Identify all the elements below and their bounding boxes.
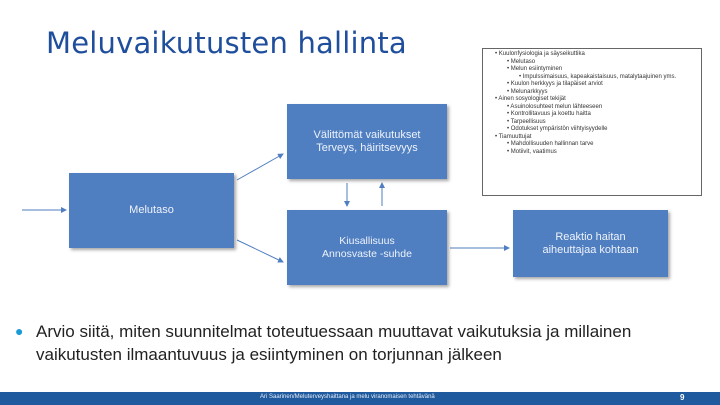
notes-item: • Kontrollitavuus ja koettu haitta xyxy=(507,111,591,117)
notes-item: • Melun esiintyminen xyxy=(507,66,563,72)
notes-item: • Asuinolosuhteet melun lähteeseen xyxy=(507,103,603,110)
box-kiusallisuus xyxy=(287,210,447,285)
box-valittomat-line2: Terveys, häiritsevyys xyxy=(316,141,418,154)
notes-item: • Odotukset ympäristön viihtyisyydelle xyxy=(507,126,608,132)
box-reaktio xyxy=(513,210,668,277)
notes-item: • Mahdollisuuden hallinnan tarve xyxy=(507,141,594,147)
slide-title: Meluvaikutusten hallinta xyxy=(46,26,407,60)
notes-item: • Kuulonfysiologia ja säyseikuttika xyxy=(495,51,585,57)
box-melutaso-label: Melutaso xyxy=(129,204,174,216)
notes-item: • Tarpeellisuus xyxy=(507,118,546,125)
notes-item: • Tiamuuttujat xyxy=(495,133,532,140)
notes-item: • Motiivit, vaatimus xyxy=(507,148,557,155)
notes-item: • Impulssimaisuus, kapeakaistaisuus, matalytaajuinen yms. xyxy=(519,73,677,80)
notes-item: • Kuulon herkkyys ja tilapäiset arviot xyxy=(507,81,603,87)
notes-item: • Ainen sosyologiset tekijät xyxy=(495,96,566,102)
bullet-text: Arvio siitä, miten suunnitelmat toteutuessaan muuttavat vaikutuksia ja millainen vaikutusten ilmaantuvuus ja esiintyminen on torjunnan jälkeen xyxy=(36,322,632,364)
box-valittomat-vaikutukset xyxy=(287,104,447,179)
box-valittomat-line1: Välittömät vaikutukset xyxy=(313,128,421,141)
box-reaktio-line1: Reaktio haitan xyxy=(555,230,626,243)
footer-text: Ari Saarinen/Meluterveyshaittana ja melu viranomaisen tehtävänä xyxy=(260,394,435,400)
bullet-icon: ● xyxy=(15,323,24,339)
arrow-to-valittomat xyxy=(237,154,283,180)
notes-item: • Melunarkkyys xyxy=(507,88,548,95)
box-kiusallisuus-line1: Kiusallisuus xyxy=(339,234,395,247)
box-reaktio-line2: aiheuttajaa kohtaan xyxy=(542,243,639,256)
notes-item: • Melutaso xyxy=(507,58,536,65)
box-kiusallisuus-line2: Annosvaste -suhde xyxy=(322,247,412,260)
page-number: 9 xyxy=(680,393,685,402)
box-melutaso xyxy=(69,173,234,248)
arrow-to-kiusallisuus xyxy=(237,240,283,262)
